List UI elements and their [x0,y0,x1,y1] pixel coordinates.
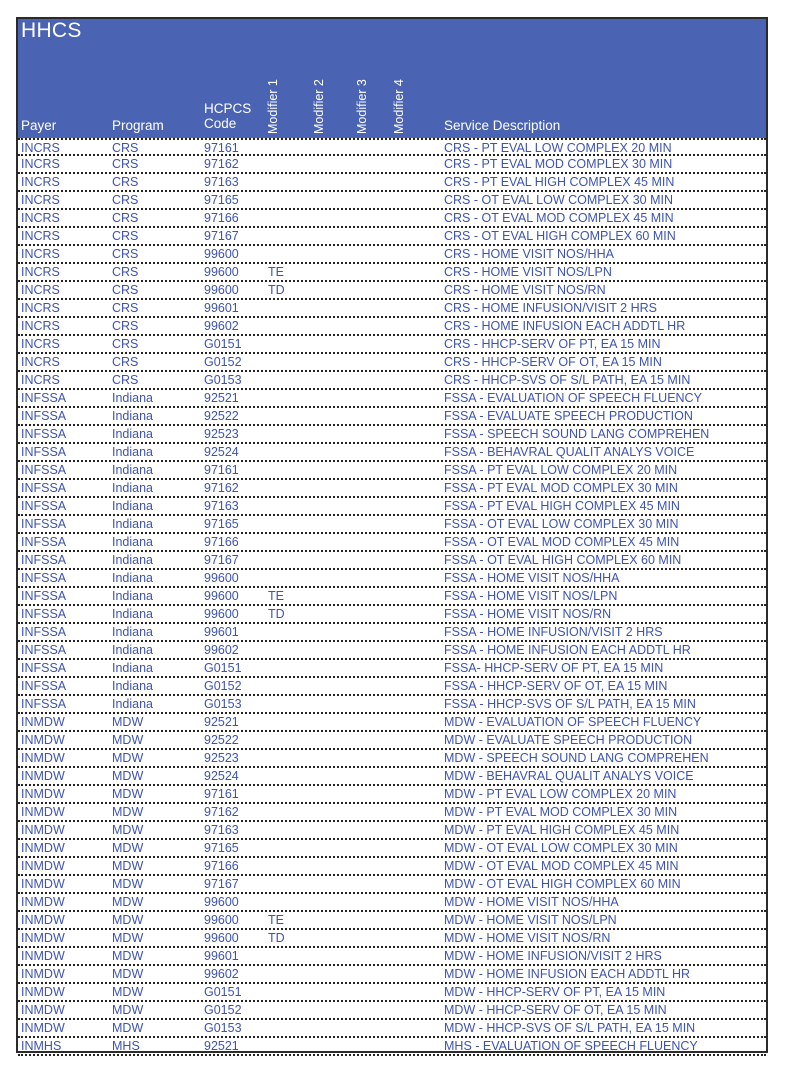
hcpcs-code-cell: 92521 [204,391,239,405]
program-cell: MDW [112,1003,144,1017]
hcpcs-code-cell: 97161 [204,141,239,155]
hcpcs-code-cell: G0152 [204,355,242,369]
service-description-cell: MDW - HOME VISIT NOS/HHA [444,895,619,909]
hcpcs-code-cell: 92523 [204,751,239,765]
table-row [18,732,766,750]
service-description-cell: FSSA - HOME INFUSION EACH ADDTL HR [444,643,691,657]
table-row [18,840,766,858]
table-row [18,354,766,372]
payer-cell: INCRS [21,337,60,351]
service-description-cell: CRS - HHCP-SERV OF OT, EA 15 MIN [444,355,662,369]
payer-cell: INMDW [21,949,65,963]
table-row [18,210,766,228]
modifier-1-cell: TE [268,589,284,603]
hcpcs-code-cell: 97165 [204,841,239,855]
program-cell: Indiana [112,553,154,567]
service-description-cell: CRS - OT EVAL LOW COMPLEX 30 MIN [444,193,673,207]
program-cell: MDW [112,733,144,747]
service-description-cell: MDW - BEHAVRAL QUALIT ANALYS VOICE [444,769,694,783]
program-cell: MDW [112,949,144,963]
payer-cell: INCRS [21,283,60,297]
service-description-cell: FSSA - PT EVAL LOW COMPLEX 20 MIN [444,463,678,477]
program-cell: MDW [112,769,144,783]
header-hcpcs-line1: HCPCS [204,101,252,116]
payer-cell: INFSSA [21,661,67,675]
program-cell: Indiana [112,697,154,711]
payer-cell: INCRS [21,247,60,261]
payer-cell: INFSSA [21,589,67,603]
payer-cell: INMHS [21,1039,62,1053]
hcpcs-code-cell: G0152 [204,679,242,693]
table-row [18,750,766,768]
hcpcs-code-cell: G0153 [204,373,242,387]
program-cell: CRS [112,157,139,171]
hcpcs-code-cell: 97166 [204,859,239,873]
service-description-cell: MDW - PT EVAL HIGH COMPLEX 45 MIN [444,823,680,837]
hcpcs-code-cell: 99601 [204,301,239,315]
service-description-cell: FSSA - HOME INFUSION/VISIT 2 HRS [444,625,663,639]
hcpcs-code-cell: 97161 [204,787,239,801]
program-cell: CRS [112,283,139,297]
program-cell: MDW [112,985,144,999]
hcpcs-code-cell: 97162 [204,157,239,171]
table-row [18,912,766,930]
table-row [18,390,766,408]
payer-cell: INMDW [21,733,65,747]
payer-cell: INMDW [21,1003,65,1017]
hcpcs-code-cell: 99600 [204,895,239,909]
table-title: HHCS [21,19,82,42]
payer-cell: INMDW [21,787,65,801]
payer-cell: INFSSA [21,697,67,711]
hcpcs-code-cell: 99600 [204,571,239,585]
hcpcs-code-cell: 92521 [204,1039,239,1053]
hcpcs-code-cell: 97167 [204,229,239,243]
service-description-cell: CRS - HOME INFUSION EACH ADDTL HR [444,319,686,333]
service-description-cell: MDW - HOME INFUSION EACH ADDTL HR [444,967,691,981]
table-row [18,534,766,552]
program-cell: CRS [112,141,139,155]
modifier-1-cell: TD [268,283,285,297]
service-description-cell: FSSA- HHCP-SERV OF PT, EA 15 MIN [444,661,664,675]
payer-cell: INFSSA [21,535,67,549]
hcpcs-code-cell: 97165 [204,193,239,207]
service-description-cell: CRS - HHCP-SERV OF PT, EA 15 MIN [444,337,661,351]
payer-cell: INCRS [21,355,60,369]
payer-cell: INFSSA [21,391,67,405]
payer-cell: INMDW [21,931,65,945]
service-description-cell: FSSA - HHCP-SERV OF OT, EA 15 MIN [444,679,668,693]
table-row [18,768,766,786]
table-row [18,606,766,624]
table-row [18,336,766,354]
header-modifier-3: Modifier 3 [355,79,369,134]
table-row [18,480,766,498]
program-cell: CRS [112,229,139,243]
program-cell: CRS [112,265,139,279]
hcpcs-code-cell: 97166 [204,211,239,225]
modifier-1-cell: TE [268,913,284,927]
payer-cell: INMDW [21,715,65,729]
payer-cell: INMDW [21,967,65,981]
program-cell: Indiana [112,463,154,477]
program-cell: MDW [112,859,144,873]
payer-cell: INFSSA [21,409,67,423]
payer-cell: INFSSA [21,625,67,639]
table-row [18,192,766,210]
program-cell: Indiana [112,607,154,621]
service-description-cell: MDW - OT EVAL HIGH COMPLEX 60 MIN [444,877,681,891]
program-cell: MDW [112,913,144,927]
program-cell: MDW [112,787,144,801]
payer-cell: INFSSA [21,607,67,621]
service-description-cell: CRS - HOME VISIT NOS/LPN [444,265,612,279]
hcpcs-code-cell: 99601 [204,625,239,639]
hcpcs-code-cell: 99600 [204,265,239,279]
payer-cell: INFSSA [21,517,67,531]
service-description-cell: FSSA - EVALUATE SPEECH PRODUCTION [444,409,693,423]
header-service-description: Service Description [444,118,561,133]
table-row [18,624,766,642]
table-row [18,372,766,390]
hcpcs-code-cell: 92522 [204,733,239,747]
hhcs-table [16,17,768,1053]
hcpcs-code-cell: 99600 [204,913,239,927]
program-cell: MDW [112,805,144,819]
payer-cell: INMDW [21,895,65,909]
hcpcs-code-cell: 99600 [204,931,239,945]
service-description-cell: CRS - PT EVAL LOW COMPLEX 20 MIN [444,141,672,155]
program-cell: CRS [112,319,139,333]
service-description-cell: CRS - HOME VISIT NOS/HHA [444,247,614,261]
program-cell: MDW [112,841,144,855]
table-row [18,660,766,678]
program-cell: CRS [112,301,139,315]
table-row [18,318,766,336]
program-cell: Indiana [112,499,154,513]
service-description-cell: FSSA - BEHAVRAL QUALIT ANALYS VOICE [444,445,695,459]
service-description-cell: FSSA - PT EVAL HIGH COMPLEX 45 MIN [444,499,680,513]
program-cell: CRS [112,211,139,225]
table-row [18,174,766,192]
service-description-cell: MDW - HHCP-SVS OF S/L PATH, EA 15 MIN [444,1021,696,1035]
service-description-cell: CRS - PT EVAL MOD COMPLEX 30 MIN [444,157,673,171]
service-description-cell: MDW - HHCP-SERV OF PT, EA 15 MIN [444,985,666,999]
program-cell: CRS [112,175,139,189]
table-row [18,948,766,966]
payer-cell: INCRS [21,141,60,155]
table-row [18,426,766,444]
service-description-cell: FSSA - PT EVAL MOD COMPLEX 30 MIN [444,481,678,495]
payer-cell: INCRS [21,265,60,279]
hcpcs-code-cell: 99600 [204,283,239,297]
payer-cell: INMDW [21,769,65,783]
program-cell: Indiana [112,427,154,441]
program-cell: Indiana [112,643,154,657]
service-description-cell: MDW - OT EVAL LOW COMPLEX 30 MIN [444,841,678,855]
hcpcs-code-cell: 99600 [204,589,239,603]
hcpcs-code-cell: 99601 [204,949,239,963]
hcpcs-code-cell: 97161 [204,463,239,477]
service-description-cell: MDW - PT EVAL MOD COMPLEX 30 MIN [444,805,678,819]
table-row [18,156,766,174]
modifier-1-cell: TD [268,931,285,945]
header-payer: Payer [21,118,57,133]
payer-cell: INFSSA [21,481,67,495]
modifier-1-cell: TE [268,265,284,279]
service-description-cell: FSSA - SPEECH SOUND LANG COMPREHEN [444,427,710,441]
service-description-cell: MDW - HOME VISIT NOS/LPN [444,913,617,927]
hcpcs-code-cell: 97163 [204,175,239,189]
program-cell: CRS [112,355,139,369]
service-description-cell: FSSA - OT EVAL HIGH COMPLEX 60 MIN [444,553,682,567]
service-description-cell: MHS - EVALUATION OF SPEECH FLUENCY [444,1039,698,1053]
table-row [18,570,766,588]
program-cell: MHS [112,1039,140,1053]
program-cell: Indiana [112,445,154,459]
program-cell: Indiana [112,589,154,603]
payer-cell: INCRS [21,157,60,171]
payer-cell: INMDW [21,823,65,837]
program-cell: Indiana [112,409,154,423]
table-row [18,984,766,1002]
table-row [18,1038,766,1056]
service-description-cell: FSSA - HOME VISIT NOS/LPN [444,589,618,603]
program-cell: MDW [112,751,144,765]
table-row [18,246,766,264]
service-description-cell: MDW - HOME INFUSION/VISIT 2 HRS [444,949,662,963]
table-row [18,786,766,804]
payer-cell: INFSSA [21,643,67,657]
service-description-cell: MDW - PT EVAL LOW COMPLEX 20 MIN [444,787,677,801]
table-row [18,966,766,984]
service-description-cell: MDW - OT EVAL MOD COMPLEX 45 MIN [444,859,679,873]
table-row [18,408,766,426]
payer-cell: INFSSA [21,445,67,459]
payer-cell: INCRS [21,319,60,333]
service-description-cell: MDW - EVALUATION OF SPEECH FLUENCY [444,715,702,729]
service-description-cell: CRS - OT EVAL HIGH COMPLEX 60 MIN [444,229,676,243]
program-cell: Indiana [112,391,154,405]
program-cell: Indiana [112,679,154,693]
hcpcs-code-cell: 92524 [204,445,239,459]
hcpcs-code-cell: 97162 [204,805,239,819]
table-row [18,930,766,948]
program-cell: MDW [112,895,144,909]
service-description-cell: CRS - HHCP-SVS OF S/L PATH, EA 15 MIN [444,373,691,387]
hcpcs-code-cell: 92523 [204,427,239,441]
payer-cell: INFSSA [21,571,67,585]
hcpcs-code-cell: G0153 [204,1021,242,1035]
table-row [18,264,766,282]
program-cell: MDW [112,967,144,981]
program-cell: Indiana [112,625,154,639]
payer-cell: INFSSA [21,463,67,477]
table-row [18,1020,766,1038]
service-description-cell: FSSA - HHCP-SVS OF S/L PATH, EA 15 MIN [444,697,696,711]
service-description-cell: MDW - SPEECH SOUND LANG COMPREHEN [444,751,709,765]
table-row [18,822,766,840]
program-cell: CRS [112,337,139,351]
header-modifier-2: Modifier 2 [312,79,326,134]
hcpcs-code-cell: 97167 [204,877,239,891]
hcpcs-code-cell: G0151 [204,661,242,675]
hcpcs-code-cell: 97163 [204,823,239,837]
payer-cell: INMDW [21,805,65,819]
payer-cell: INCRS [21,373,60,387]
hcpcs-code-cell: 97167 [204,553,239,567]
payer-cell: INMDW [21,913,65,927]
payer-cell: INFSSA [21,553,67,567]
service-description-cell: CRS - OT EVAL MOD COMPLEX 45 MIN [444,211,674,225]
service-description-cell: CRS - HOME INFUSION/VISIT 2 HRS [444,301,657,315]
hcpcs-code-cell: 97162 [204,481,239,495]
hcpcs-code-cell: G0152 [204,1003,242,1017]
header-modifier-4: Modifier 4 [392,79,406,134]
header-hcpcs-code [204,101,251,131]
table-row [18,498,766,516]
table-row [18,1002,766,1020]
program-cell: MDW [112,931,144,945]
program-cell: MDW [112,877,144,891]
payer-cell: INCRS [21,211,60,225]
table-row [18,678,766,696]
table-row [18,282,766,300]
program-cell: Indiana [112,571,154,585]
table-row [18,894,766,912]
hcpcs-code-cell: 92524 [204,769,239,783]
table-row [18,516,766,534]
payer-cell: INCRS [21,175,60,189]
hcpcs-code-cell: G0151 [204,985,242,999]
service-description-cell: MDW - EVALUATE SPEECH PRODUCTION [444,733,693,747]
service-description-cell: FSSA - HOME VISIT NOS/RN [444,607,612,621]
service-description-cell: FSSA - OT EVAL LOW COMPLEX 30 MIN [444,517,679,531]
payer-cell: INMDW [21,985,65,999]
program-cell: Indiana [112,481,154,495]
payer-cell: INCRS [21,193,60,207]
program-cell: CRS [112,193,139,207]
hcpcs-code-cell: 92522 [204,409,239,423]
payer-cell: INCRS [21,301,60,315]
header-program: Program [112,118,164,133]
hcpcs-code-cell: 99602 [204,967,239,981]
table-row [18,804,766,822]
service-description-cell: MDW - HOME VISIT NOS/RN [444,931,611,945]
hcpcs-code-cell: 99602 [204,643,239,657]
table-row [18,444,766,462]
table-row [18,696,766,714]
hcpcs-code-cell: 92521 [204,715,239,729]
table-header [18,19,766,138]
hcpcs-code-cell: 97166 [204,535,239,549]
payer-cell: INMDW [21,859,65,873]
service-description-cell: CRS - HOME VISIT NOS/RN [444,283,606,297]
table-row [18,300,766,318]
program-cell: Indiana [112,535,154,549]
table-row [18,876,766,894]
program-cell: Indiana [112,517,154,531]
payer-cell: INFSSA [21,499,67,513]
hcpcs-code-cell: 97163 [204,499,239,513]
hcpcs-code-cell: 99602 [204,319,239,333]
table-row [18,714,766,732]
payer-cell: INMDW [21,841,65,855]
hcpcs-code-cell: G0153 [204,697,242,711]
table-row [18,228,766,246]
table-row [18,138,766,156]
payer-cell: INCRS [21,229,60,243]
program-cell: CRS [112,373,139,387]
program-cell: MDW [112,823,144,837]
service-description-cell: FSSA - EVALUATION OF SPEECH FLUENCY [444,391,702,405]
payer-cell: INMDW [21,1021,65,1035]
service-description-cell: MDW - HHCP-SERV OF OT, EA 15 MIN [444,1003,667,1017]
table-row [18,588,766,606]
program-cell: MDW [112,715,144,729]
payer-cell: INFSSA [21,427,67,441]
header-hcpcs-line2: Code [204,116,237,131]
payer-cell: INFSSA [21,679,67,693]
program-cell: CRS [112,247,139,261]
hcpcs-code-cell: 99600 [204,607,239,621]
payer-cell: INMDW [21,877,65,891]
hcpcs-code-cell: 97165 [204,517,239,531]
hcpcs-code-cell: 99600 [204,247,239,261]
service-description-cell: FSSA - OT EVAL MOD COMPLEX 45 MIN [444,535,680,549]
program-cell: Indiana [112,661,154,675]
program-cell: MDW [112,1021,144,1035]
table-body [18,138,766,1056]
table-row [18,462,766,480]
table-row [18,858,766,876]
payer-cell: INMDW [21,751,65,765]
hcpcs-code-cell: G0151 [204,337,242,351]
service-description-cell: CRS - PT EVAL HIGH COMPLEX 45 MIN [444,175,675,189]
table-row [18,642,766,660]
table-row [18,552,766,570]
service-description-cell: FSSA - HOME VISIT NOS/HHA [444,571,620,585]
modifier-1-cell: TD [268,607,285,621]
header-modifier-1: Modifier 1 [266,79,280,134]
